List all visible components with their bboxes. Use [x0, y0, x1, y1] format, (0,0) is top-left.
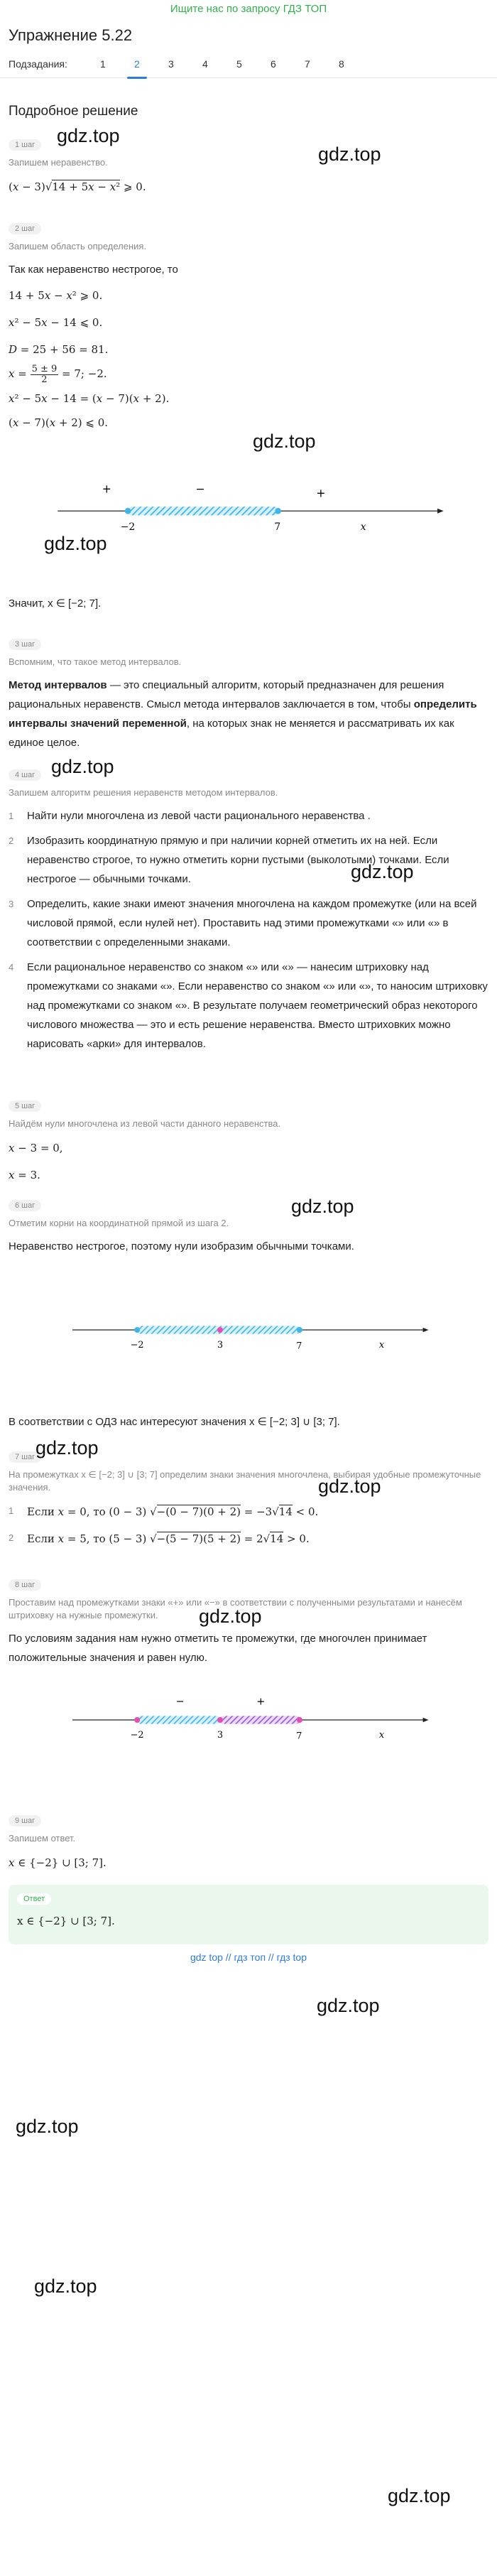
- section-title: Подробное решение: [9, 104, 138, 119]
- text-part: — это специальный алгоритм, который предназначен для решения рациональных неравенств. Смысл метода интервалов заключается в том, чтобы: [9, 678, 444, 710]
- tab-4[interactable]: 4: [202, 58, 208, 70]
- list-item-text: Определить, какие знаки имеют значения многочлена на каждом промежутке (или на всей числовой прямой, если нулей нет). Проставить над этими промежутками «» или «» в соответствии с определенными знаками.: [27, 897, 477, 948]
- hatched-interval-negative: [137, 1716, 220, 1723]
- term-bold: определить интервалы значений переменной: [9, 698, 477, 730]
- tick-label-minus-2: −2: [130, 1339, 144, 1351]
- step-7: [9, 1450, 488, 1549]
- step-text: [9, 676, 488, 752]
- step-3: [9, 637, 488, 752]
- subtask-tabs: [0, 50, 497, 78]
- watermark: gdz.top: [16, 2116, 79, 2137]
- tab-3[interactable]: 3: [168, 58, 174, 70]
- point-7: [275, 507, 281, 514]
- step-6: [9, 1198, 488, 1432]
- axis-arrow: [423, 1327, 429, 1331]
- math-line: x = $\frac{5 \pm 9}{2}$ = 7; −2.: [9, 363, 107, 385]
- text-part: , на которых знак не меняется и рассматривать их как единое целое.: [9, 717, 454, 749]
- step-label: 5 шаг: [9, 1100, 41, 1112]
- tab-2[interactable]: 2: [120, 50, 154, 78]
- step-hint: Запишем неравенство.: [9, 157, 108, 168]
- step-9: [9, 1814, 488, 1873]
- list-item-text: Если x = 0, то (0 − 3) √−(0 − 7)(0 + 2) = −3√14 < 0.: [27, 1505, 319, 1518]
- watermark: gdz.top: [199, 1606, 262, 1627]
- footer-links[interactable]: gdz top // гдз топ // гдз top: [190, 1951, 307, 1963]
- number-line-2: [9, 1299, 488, 1384]
- math-line: x² − 5x − 14 ⩽ 0.: [9, 316, 103, 329]
- tick-label-3: 3: [217, 1339, 224, 1351]
- watermark: gdz.top: [317, 1995, 380, 2016]
- watermark: gdz.top: [351, 861, 414, 882]
- answer-box: [9, 1885, 488, 1944]
- answer-math: x ∈ {−2} ∪ [3; 7].: [9, 1856, 106, 1869]
- list-item-text: Если x = 5, то (5 − 3) √−(5 − 7)(5 + 2) = 2√14 > 0.: [27, 1532, 310, 1545]
- list-item: 2 Изобразить координатную прямую и при наличии корней отметить их на ней. Если неравенство строгое, то нужно отметить корни пустыми (выколотыми) точками. Если нестрогое — обычными точками.: [9, 831, 488, 889]
- math-line: 14 + 5x − x² ⩾ 0.: [9, 289, 103, 302]
- watermark: gdz.top: [36, 1437, 99, 1459]
- watermark: gdz.top: [318, 1476, 381, 1497]
- step-text: Неравенство нестрогое, поэтому нули изобразим обычными точками.: [9, 1240, 354, 1252]
- tab-7[interactable]: 7: [305, 58, 310, 70]
- math-line: (x − 7)(x + 2) ⩽ 0.: [9, 416, 109, 429]
- check-list: [9, 1501, 488, 1549]
- watermark: gdz.top: [34, 2275, 97, 2297]
- tick-label-7: 7: [274, 521, 281, 533]
- list-item: 2 Если x = 5, то (5 − 3) √−(5 − 7)(5 + 2) = 2√14 > 0.: [9, 1528, 488, 1549]
- watermark: gdz.top: [44, 533, 107, 554]
- point-7: [297, 1327, 302, 1333]
- step-hint: Запишем область определения.: [9, 241, 147, 251]
- step-4: [9, 768, 488, 1054]
- math-line: x = 3.: [9, 1168, 40, 1181]
- list-item-text: Изобразить координатную прямую и при наличии корней отметить их на ней. Если неравенство строгое, то нужно отметить корни пустыми (выколотыми) точками. Если нестрогое — обычными точками.: [27, 834, 449, 885]
- algorithm-list: [9, 806, 488, 1054]
- tick-label-minus-2: −2: [120, 521, 136, 533]
- step-label: 1 шаг: [9, 139, 41, 151]
- tab-6[interactable]: 6: [271, 58, 276, 70]
- list-item: 3 Определить, какие знаки имеют значения многочлена на каждом промежутке (или на всей числовой прямой, если нулей нет). Проставить над этими промежутками «» или «» в соответствии с определенными знаками.: [9, 894, 488, 952]
- point-7: [297, 1717, 302, 1723]
- answer-label: Ответ: [17, 1893, 51, 1905]
- step-label: 3 шаг: [9, 639, 41, 650]
- sign-minus: −: [175, 1695, 185, 1707]
- step-5: [9, 1099, 488, 1186]
- list-item: 4 Если рациональное неравенство со знаком «» или «» — нанесим штриховку над промежутками со знаками «». Если неравенство со знаком «» или «», то наносим штриховку над промежутками со знаком «». В результате получаем геометрический образ некоторого числового множества — это и есть решение неравенства. Вместо штриховких можно нарисовать «арки» для интервалов.: [9, 958, 488, 1054]
- list-item: 1 Если x = 0, то (0 − 3) √−(0 − 7)(0 + 2) = −3√14 < 0.: [9, 1501, 488, 1522]
- term-bold: Метод интервалов: [9, 678, 107, 691]
- step-text: По условиям задания нам нужно отметить те промежутки, где многочлен принимает положительные значения и равен нулю.: [9, 1632, 427, 1664]
- point-minus-2: [125, 507, 131, 514]
- step-hint: Отметим корни на координатной прямой из шага 2.: [9, 1217, 229, 1228]
- hatched-interval-positive: [220, 1716, 300, 1723]
- step-hint: Запишем ответ.: [9, 1832, 76, 1844]
- step-hint: Запишем алгоритм решения неравенств методом интервалов.: [9, 786, 278, 798]
- watermark: gdz.top: [291, 1196, 354, 1217]
- subtask-tabs-label: Подзадания:: [9, 58, 67, 70]
- tab-5[interactable]: 5: [236, 58, 242, 70]
- sign-plus: +: [256, 1695, 266, 1707]
- page-title: Упражнение 5.22: [9, 26, 133, 44]
- math-line: x² − 5x − 14 = (x − 7)(x + 2).: [9, 391, 170, 405]
- step-hint: Найдём нули многочлена из левой части данного неравенства.: [9, 1117, 281, 1129]
- point-minus-2: [134, 1327, 140, 1333]
- inequality: (x − 3)√14 + 5x − x² ⩾ 0.: [9, 180, 146, 193]
- watermark: gdz.top: [57, 125, 120, 146]
- step-conclusion: Значит, x ∈ [−2; 7].: [9, 597, 102, 610]
- number-line-3: [9, 1689, 488, 1774]
- list-item-text: Если рациональное неравенство со знаком «» или «» — нанесим штриховку над промежутками со знаками «». Если неравенство со знаком «» или «», то наносим штриховку над промежутками со знаком «». В результате получаем геометрический образ некоторого числового множества — это и есть решение неравенства. Вместо штриховких можно нарисовать «арки» для интервалов.: [27, 960, 488, 1050]
- step-label: 4 шаг: [9, 769, 41, 781]
- axis-label-x: x: [379, 1339, 385, 1351]
- step-hint: Проставим над промежутками знаки «+» или «−» в соответствии с полученными результатами и нанесём штриховку на нужные промежутки.: [9, 1596, 462, 1620]
- tick-label-minus-2: −2: [130, 1729, 144, 1741]
- watermark: gdz.top: [388, 2485, 451, 2506]
- sign-plus: +: [316, 486, 326, 499]
- axis-arrow: [437, 508, 444, 513]
- step-label: 2 шаг: [9, 223, 41, 234]
- solution-content: [0, 104, 497, 1963]
- tick-label-3: 3: [217, 1729, 224, 1741]
- top-search-link[interactable]: Ищите нас по запросу ГДЗ ТОП: [170, 3, 327, 15]
- tab-8[interactable]: 8: [339, 58, 344, 70]
- step-label: 8 шаг: [9, 1579, 41, 1591]
- step-hint: Вспомним, что такое метод интервалов.: [9, 656, 182, 667]
- watermark: gdz.top: [51, 756, 114, 777]
- point-minus-2: [134, 1717, 140, 1723]
- axis-label-x: x: [379, 1729, 385, 1741]
- tick-label-7: 7: [296, 1340, 302, 1351]
- tick-label-7: 7: [296, 1730, 302, 1741]
- watermark: gdz.top: [253, 431, 316, 452]
- math-line: x − 3 = 0,: [9, 1141, 63, 1154]
- step-label: 6 шаг: [9, 1200, 41, 1211]
- step-text: Так как неравенство нестрогое, то: [9, 264, 178, 276]
- hatched-interval: [128, 507, 278, 515]
- point-3: [217, 1327, 223, 1333]
- point-3: [217, 1717, 223, 1723]
- step-conclusion: В соответствии с ОДЗ нас интересуют значения x ∈ [−2; 3] ∪ [3; 7].: [9, 1415, 340, 1428]
- step-hint: На промежутках x ∈ [−2; 3] ∪ [3; 7] определим знаки значения многочлена, выбирая удобные промежуточные значения.: [9, 1468, 481, 1493]
- watermark: gdz.top: [318, 144, 381, 165]
- step-label: 9 шаг: [9, 1815, 41, 1827]
- sign-plus: +: [102, 482, 111, 495]
- list-item: 1 Найти нули многочлена из левой части рационального неравенства .: [9, 806, 488, 826]
- sign-minus: −: [195, 482, 205, 495]
- axis-label-x: x: [360, 521, 366, 533]
- tab-1[interactable]: 1: [100, 58, 106, 70]
- axis-arrow: [423, 1717, 429, 1721]
- answer-value: x ∈ {−2} ∪ [3; 7].: [17, 1914, 115, 1927]
- list-item-text: Найти нули многочлена из левой части рационального неравенства .: [27, 809, 371, 822]
- math-line: D = 25 + 56 = 81.: [9, 343, 109, 356]
- step-label: 7 шаг: [9, 1451, 41, 1463]
